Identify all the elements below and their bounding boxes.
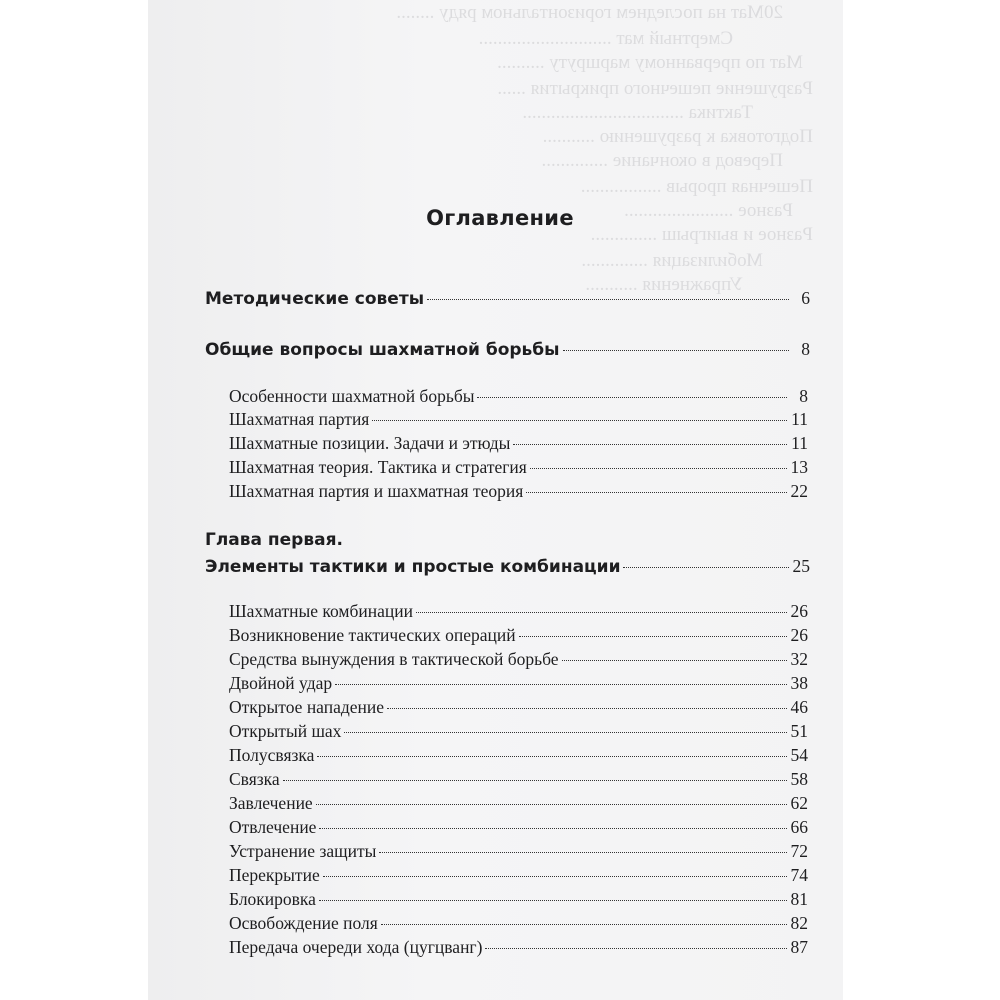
toc-subentry[interactable] (229, 457, 808, 478)
toc-subentry[interactable] (229, 841, 808, 862)
toc-entry-label: Методические советы (205, 289, 425, 309)
dot-leader (519, 636, 787, 637)
toc-entry-page: 11 (791, 409, 808, 429)
toc-entry-chapter-one[interactable] (205, 556, 810, 577)
dot-leader (477, 397, 787, 398)
chapter-label: Глава первая. (205, 530, 343, 550)
toc-entry-label: Возникновение тактических операций (229, 625, 516, 645)
toc-entry-page: 72 (790, 841, 808, 861)
dot-leader (317, 756, 787, 757)
toc-entry-label: Шахматные позиции. Задачи и этюды (229, 433, 511, 453)
toc-subentry[interactable] (229, 601, 808, 622)
toc-entry-label: Элементы тактики и простые комбинации (205, 557, 621, 577)
toc-subentry[interactable] (229, 745, 808, 766)
dot-leader (623, 567, 789, 568)
toc-entry-page: 32 (790, 649, 808, 669)
dot-leader (283, 780, 787, 781)
toc-entry-label: Шахматная партия (229, 409, 370, 429)
toc-entry-general-questions[interactable] (205, 339, 810, 360)
toc-subentry[interactable] (229, 386, 808, 407)
dot-leader (316, 804, 787, 805)
toc-entry-label: Завлечение (229, 793, 313, 813)
toc-entry-page: 11 (791, 433, 808, 453)
toc-entry-page: 38 (790, 673, 808, 693)
toc-entry-page: 82 (790, 913, 808, 933)
toc-subentry[interactable] (229, 937, 808, 958)
toc-entry-label: Перекрытие (229, 865, 320, 885)
toc-subentry[interactable] (229, 793, 808, 814)
toc-subentry[interactable] (229, 673, 808, 694)
toc-entry-label: Средства вынуждения в тактической борьбе (229, 649, 559, 669)
dot-leader (381, 924, 787, 925)
dot-leader (562, 660, 787, 661)
toc-subentry[interactable] (229, 433, 808, 454)
dot-leader (530, 468, 787, 469)
toc-entry-label: Общие вопросы шахматной борьбы (205, 340, 560, 360)
toc-entry-page: 62 (790, 793, 808, 813)
toc-entry-label: Шахматная теория. Тактика и стратегия (229, 457, 527, 477)
toc-entry-label: Передача очереди хода (цугцванг) (229, 937, 483, 957)
dot-leader (344, 732, 787, 733)
toc-entry-label: Шахматные комбинации (229, 601, 413, 621)
toc-entry-page: 81 (790, 889, 808, 909)
toc-entry-label: Отвлечение (229, 817, 317, 837)
toc-subentry[interactable] (229, 889, 808, 910)
toc-subentry[interactable] (229, 817, 808, 838)
dot-leader (379, 852, 787, 853)
dot-leader (416, 612, 787, 613)
bleed-through-text: 20Мат на последнем горизонтальном ряду ........ Смертный мат ............................ Мат по прерванному маршруту .......... Разрушение пешечного прикрытия ...... Тактика .................................. Подготовка к разрушению ........... Перевод в окончание .............. Пешечная прорыв ................. Разное ....................... Разное и выигрыш .............. Мобилизация .............. Упражнения ........... (396, 2, 813, 295)
toc-subentry[interactable] (229, 649, 808, 670)
toc-entry-page: 74 (790, 865, 808, 885)
toc-entry-label: Освобождение поля (229, 913, 378, 933)
toc-entry-page: 6 (801, 288, 810, 308)
dot-leader (513, 444, 787, 445)
toc-entry-page: 51 (790, 721, 808, 741)
toc-entry-page: 87 (790, 937, 808, 957)
toc-subentry[interactable] (229, 721, 808, 742)
dot-leader (319, 900, 787, 901)
toc-subentry[interactable] (229, 769, 808, 790)
toc-entry-label: Связка (229, 769, 280, 789)
dot-leader (387, 708, 787, 709)
toc-entry-label: Устранение защиты (229, 841, 377, 861)
toc-subentry[interactable] (229, 913, 808, 934)
toc-entry-page: 66 (790, 817, 808, 837)
toc-entry-page: 26 (790, 601, 808, 621)
toc-entry-page: 26 (790, 625, 808, 645)
toc-entry-page: 22 (790, 481, 808, 501)
toc-entry-page: 54 (790, 745, 808, 765)
toc-entry-page: 25 (792, 556, 810, 576)
toc-entry-label: Полусвязка (229, 745, 315, 765)
toc-subentry[interactable] (229, 409, 808, 430)
dot-leader (485, 948, 787, 949)
page-title: Оглавление (426, 206, 574, 230)
toc-subentry[interactable] (229, 865, 808, 886)
dot-leader (372, 420, 787, 421)
toc-subentry[interactable] (229, 481, 808, 502)
toc-entry-methodical-advice[interactable] (205, 288, 810, 309)
toc-entry-page: 58 (790, 769, 808, 789)
dot-leader (323, 876, 787, 877)
dot-leader (319, 828, 787, 829)
toc-subentry[interactable] (229, 697, 808, 718)
toc-entry-page: 8 (801, 339, 810, 359)
dot-leader (427, 299, 789, 300)
toc-subentry[interactable] (229, 625, 808, 646)
toc-entry-label: Открытый шах (229, 721, 342, 741)
toc-entry-label: Особенности шахматной борьбы (229, 386, 475, 406)
dot-leader (335, 684, 787, 685)
toc-entry-page: 8 (799, 386, 808, 406)
toc-entry-label: Двойной удар (229, 673, 333, 693)
toc-entry-label: Открытое нападение (229, 697, 385, 717)
toc-entry-page: 46 (790, 697, 808, 717)
dot-leader (563, 350, 789, 351)
dot-leader (526, 492, 787, 493)
toc-entry-label: Блокировка (229, 889, 316, 909)
toc-entry-page: 13 (790, 457, 808, 477)
toc-entry-label: Шахматная партия и шахматная теория (229, 481, 524, 501)
